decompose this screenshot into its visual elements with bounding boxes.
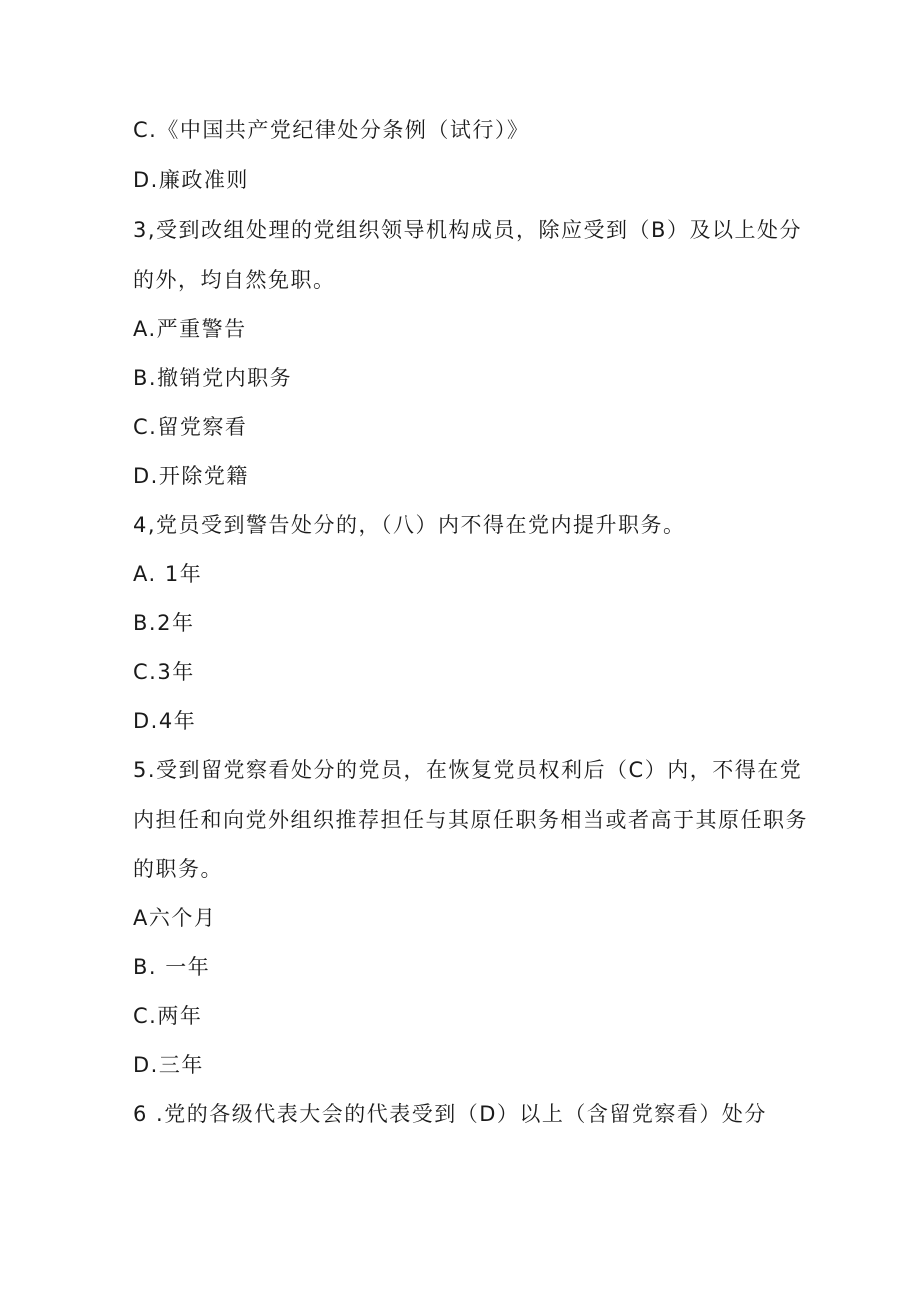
- option-c-line: C.《中国共产党纪律处分条例（试行）》: [133, 118, 530, 142]
- q4-option-a: A. 1年: [133, 562, 203, 586]
- question-3-line-2: 的外，均自然免职。: [133, 268, 336, 292]
- question-6-line-1: 6 .党的各级代表大会的代表受到（D）以上（含留党察看）处分: [133, 1102, 767, 1126]
- q5-option-c: C.两年: [133, 1004, 203, 1028]
- q4-option-c: C.3年: [133, 660, 195, 684]
- q3-option-a: A.严重警告: [133, 317, 247, 341]
- q5-option-d: D.三年: [133, 1053, 204, 1077]
- option-d-line: D.廉政准则: [133, 168, 249, 192]
- q3-option-d: D.开除党籍: [133, 464, 249, 488]
- question-3-line-1: 3,受到改组处理的党组织领导机构成员，除应受到（B）及以上处分: [133, 218, 802, 242]
- q5-option-a: A六个月: [133, 906, 217, 930]
- question-4-line-1: 4,党员受到警告处分的，（八）内不得在党内提升职务。: [133, 513, 686, 537]
- question-5-line-2: 内担任和向党外组织推荐担任与其原任职务相当或者高于其原任职务: [133, 808, 808, 832]
- q5-option-b: B. 一年: [133, 955, 211, 979]
- q3-option-b: B.撤销党内职务: [133, 366, 293, 390]
- question-5-line-1: 5.受到留党察看处分的党员，在恢复党员权利后（C）内，不得在党: [133, 758, 803, 782]
- q3-option-c: C.留党察看: [133, 415, 248, 439]
- q4-option-d: D.4年: [133, 709, 197, 733]
- q4-option-b: B.2年: [133, 611, 195, 635]
- question-5-line-3: 的职务。: [133, 857, 223, 881]
